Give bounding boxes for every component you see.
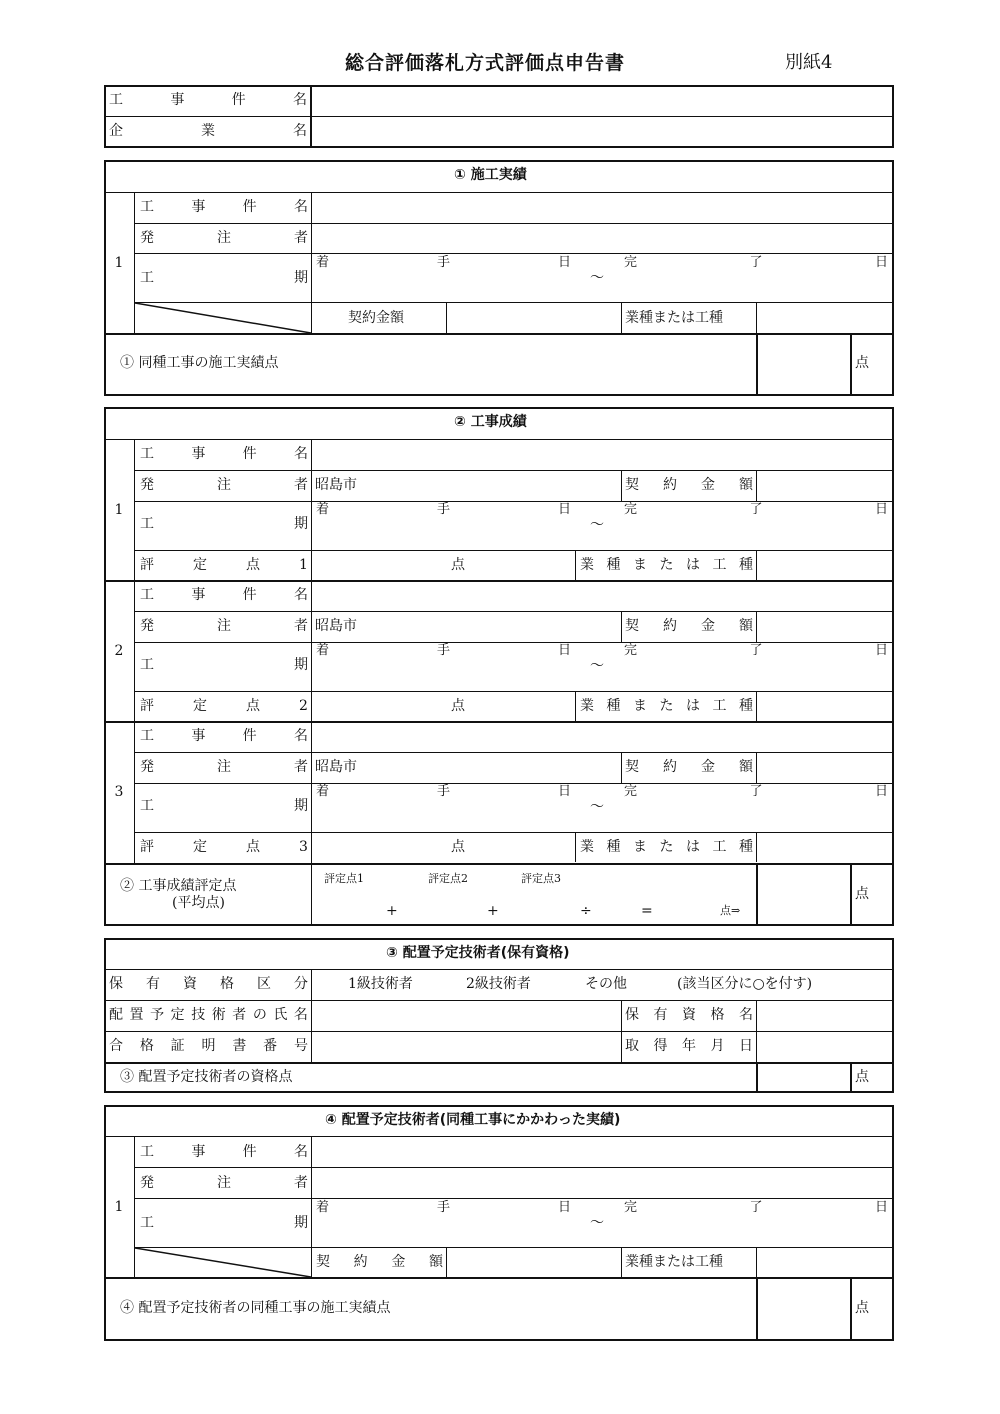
diagonal-slash	[135, 303, 311, 333]
s1-label-period: 工 期	[140, 270, 308, 286]
s1-score-label: ① 同種工事の施工実績点	[120, 355, 279, 371]
s3-label-engineer-name: 配 置 予 定 技 術 者 の 氏 名	[109, 1007, 308, 1023]
header-label-project-name: 工 事 件 名	[109, 92, 307, 108]
s2-point-unit: 点	[855, 886, 869, 902]
s2-score-field[interactable]	[760, 867, 848, 924]
attachment-label: 別紙4	[785, 52, 833, 73]
header-label-company-name: 企 業 名	[109, 123, 307, 139]
section3-heading: ③ 配置予定技術者(保有資格)	[386, 945, 570, 961]
s3-label-cert-no: 合 格 証 明 書 番 号	[109, 1038, 308, 1054]
s2-row2-orderer-value: 昭島市	[315, 618, 357, 634]
s2-row1-label-project: 工 事 件 名	[140, 446, 308, 462]
s3-label-qual-name: 保 有 資 格 名	[625, 1007, 753, 1023]
s1-contract-amount-label: 契約金額	[348, 310, 404, 326]
s2-row3-number: 3	[114, 784, 124, 800]
s3-label-acquired: 取 得 年 月 日	[625, 1038, 753, 1054]
s3-score-field[interactable]	[760, 1065, 848, 1091]
s2-formula-h3: 評定点3	[521, 872, 561, 885]
s3-option-note: (該当区分に○を付す)	[677, 976, 813, 992]
s4-row-number: 1	[114, 1199, 124, 1215]
s1-tilde: ～	[590, 270, 604, 286]
s2-row1-number: 1	[114, 502, 124, 518]
s2-op-plus1: +	[386, 903, 398, 919]
s2-op-plus2: +	[487, 903, 499, 919]
s2-formula-h2: 評定点2	[428, 872, 468, 885]
s2-row1-tilde: ～	[590, 517, 604, 533]
s4-point-unit: 点	[855, 1300, 869, 1316]
s2-avg-sub: (平均点)	[172, 895, 225, 911]
s2-row1-point-unit: 点	[451, 557, 465, 573]
section2-heading: ② 工事成績	[454, 414, 527, 430]
s2-op-arrow: 点⇒	[720, 904, 741, 917]
company-name-field[interactable]	[313, 119, 891, 145]
s4-score-label: ④ 配置予定技術者の同種工事の施工実績点	[120, 1300, 391, 1316]
s2-op-eq: =	[641, 903, 653, 919]
s2-row2-label-period: 工 期	[140, 657, 308, 673]
s2-row3-label-industry: 業 種 ま た は 工 種	[580, 839, 753, 855]
s4-label-project: 工 事 件 名	[140, 1144, 308, 1160]
s3-score-label: ③ 配置予定技術者の資格点	[120, 1069, 293, 1085]
s2-row1-start-date: 着 手 日	[316, 502, 571, 517]
s2-row3-tilde: ～	[590, 799, 604, 815]
s4-start-date: 着 手 日	[316, 1200, 571, 1215]
s3-option-3[interactable]: その他	[585, 976, 627, 992]
s4-label-period: 工 期	[140, 1215, 308, 1231]
s3-label-qual-class: 保 有 資 格 区 分	[109, 976, 308, 992]
section4-heading: ④ 配置予定技術者(同種工事にかかわった実績)	[325, 1112, 621, 1128]
s2-row1-label-eval: 評 定 点 1	[140, 557, 308, 573]
s2-row2-end-date: 完 了 日	[624, 643, 888, 658]
s2-avg-label: ② 工事成績評定点	[120, 878, 237, 894]
s1-score-field[interactable]	[760, 337, 848, 394]
s2-row1-project-field[interactable]	[314, 442, 891, 468]
s2-row1-eval-field[interactable]	[314, 553, 444, 578]
s2-row1-end-date: 完 了 日	[624, 502, 888, 517]
s2-row2-label-orderer: 発 注 者	[140, 618, 308, 634]
s2-row2-project-field[interactable]	[314, 583, 891, 609]
s2-row1-label-industry: 業 種 ま た は 工 種	[580, 557, 753, 573]
section1-heading: ① 施工実績	[454, 167, 527, 183]
s1-label-project: 工 事 件 名	[140, 199, 308, 215]
s2-row1-orderer-value: 昭島市	[315, 477, 357, 493]
s2-row1-label-contract: 契 約 金 額	[625, 477, 753, 493]
s4-end-date: 完 了 日	[624, 1200, 888, 1215]
s2-row2-tilde: ～	[590, 658, 604, 674]
s2-row2-number: 2	[114, 643, 124, 659]
s4-tilde: ～	[590, 1215, 604, 1231]
project-name-field[interactable]	[313, 88, 891, 115]
document-title: 総合評価落札方式評価点申告書	[344, 52, 625, 74]
s3-option-1[interactable]: 1級技術者	[348, 976, 413, 992]
s3-point-unit: 点	[855, 1069, 869, 1085]
s2-row3-label-period: 工 期	[140, 798, 308, 814]
s2-row2-label-eval: 評 定 点 2	[140, 698, 308, 714]
diagonal-slash	[135, 1248, 311, 1277]
s2-row3-eval-field[interactable]	[314, 835, 444, 860]
s2-row1-label-orderer: 発 注 者	[140, 477, 308, 493]
s1-end-date: 完 了 日	[624, 255, 888, 270]
s2-row2-start-date: 着 手 日	[316, 643, 571, 658]
s2-op-div: ÷	[580, 903, 592, 919]
s2-row2-label-industry: 業 種 ま た は 工 種	[580, 698, 753, 714]
s2-row3-label-project: 工 事 件 名	[140, 728, 308, 744]
s1-industry-label: 業種または工種	[625, 310, 723, 326]
s2-row2-label-contract: 契 約 金 額	[625, 618, 753, 634]
s1-start-date: 着 手 日	[316, 255, 571, 270]
s2-row2-eval-field[interactable]	[314, 694, 444, 719]
s4-score-field[interactable]	[760, 1281, 848, 1339]
s2-row2-point-unit: 点	[451, 698, 465, 714]
s2-row3-label-contract: 契 約 金 額	[625, 759, 753, 775]
s4-contract-amount-label: 契 約 金 額	[316, 1254, 443, 1270]
s2-row3-point-unit: 点	[451, 839, 465, 855]
s2-row3-project-field[interactable]	[314, 724, 891, 750]
s3-engineer-name-field[interactable]	[314, 1003, 618, 1029]
s4-label-orderer: 発 注 者	[140, 1175, 308, 1191]
s2-row3-start-date: 着 手 日	[316, 784, 571, 799]
s3-option-2[interactable]: 2級技術者	[466, 976, 531, 992]
s2-row3-label-eval: 評 定 点 3	[140, 839, 308, 855]
s1-row-number: 1	[114, 255, 124, 271]
s2-row1-label-period: 工 期	[140, 516, 308, 532]
s1-label-orderer: 発 注 者	[140, 230, 308, 246]
s2-row2-label-project: 工 事 件 名	[140, 587, 308, 603]
s1-point-unit: 点	[855, 355, 869, 371]
s2-formula-h1: 評定点1	[324, 872, 364, 885]
s4-industry-label: 業種または工種	[625, 1254, 723, 1270]
s2-row3-label-orderer: 発 注 者	[140, 759, 308, 775]
s2-row3-orderer-value: 昭島市	[315, 759, 357, 775]
s2-row3-end-date: 完 了 日	[624, 784, 888, 799]
